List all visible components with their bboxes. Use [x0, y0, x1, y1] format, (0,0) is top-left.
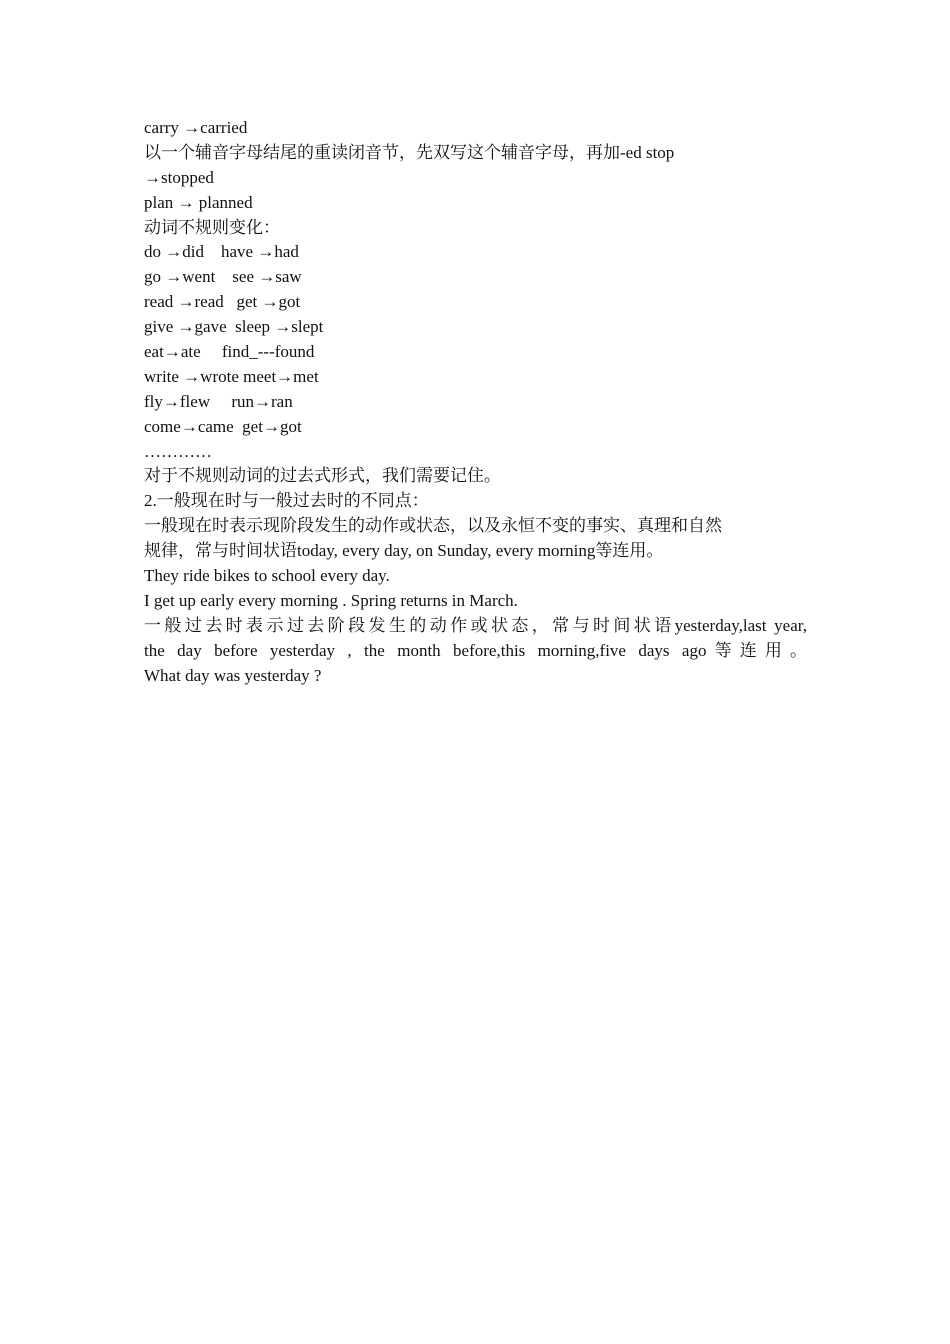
text-line-2: 以一个辅音字母结尾的重读闭音节，先双写这个辅音字母，再加-ed stop — [144, 142, 675, 162]
text-line-12: fly→flew run→ran — [144, 391, 293, 411]
text-line-8: read →read get →got — [144, 292, 301, 312]
text-line-5: 动词不规则变化： — [144, 217, 280, 237]
text-line-15: 对于不规则动词的过去式形式，我们需要记住。 — [144, 466, 501, 486]
text-line-17: 一般现在时表示现阶段发生的动作或状态，以及永恒不变的事实、真理和自然 — [144, 516, 722, 536]
text-line-14: ………… — [144, 441, 212, 461]
text-line-21: 一般过去时表示过去阶段发生的动作或状态，常与时间状语yesterday,last year, — [144, 615, 807, 635]
text-line-7: go →went see →saw — [144, 267, 302, 287]
text-line-6: do →did have →had — [144, 242, 299, 262]
text-line-11: write →wrote meet→met — [144, 366, 319, 386]
text-line-3: →stopped — [144, 167, 214, 187]
text-line-20: I get up early every morning . Spring returns in March. — [144, 590, 518, 610]
text-line-13: come→came get→got — [144, 416, 302, 436]
text-line-10: eat→ate find_---found — [144, 342, 315, 362]
text-line-1: carry →carried — [144, 118, 248, 137]
text-line-4: plan → planned — [144, 192, 253, 212]
text-line-19: They ride bikes to school every day. — [144, 566, 390, 586]
text-line-18: 规律，常与时间状语today, every day, on Sunday, every morning等连用。 — [144, 541, 664, 561]
text-line-22: the day before yesterday , the month before,this morning,five days ago等连用。 — [144, 640, 807, 660]
text-line-9: give →gave sleep →slept — [144, 317, 324, 337]
text-line-23: What day was yesterday ? — [144, 665, 322, 685]
document-body — [144, 116, 807, 688]
text-line-16: 2.一般现在时与一般过去时的不同点： — [144, 491, 429, 511]
